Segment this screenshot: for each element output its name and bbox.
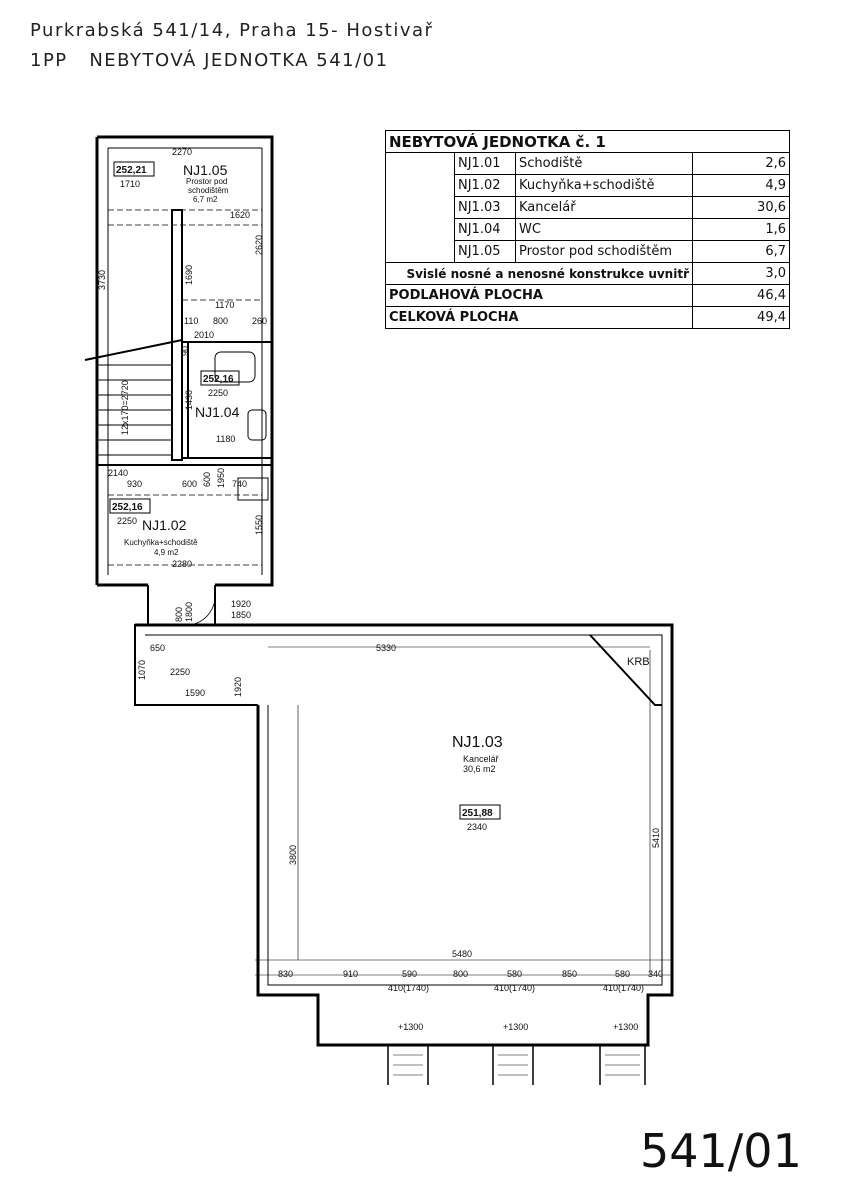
dim-650: 650 xyxy=(150,643,166,653)
room-name-cell: Prostor pod schodištěm xyxy=(516,241,693,263)
dim-600-b: 600 xyxy=(202,471,212,487)
total-area-label: CELKOVÁ PLOCHA xyxy=(386,307,693,329)
room-name-cell: WC xyxy=(516,219,693,241)
dim-2010: 2010 xyxy=(194,330,215,340)
unit-heading: 1PP NEBYTOVÁ JEDNOTKA 541/01 xyxy=(30,50,389,71)
table-row xyxy=(386,219,790,241)
room-name-nj103: Kancelář xyxy=(463,754,499,764)
dim-3800: 3800 xyxy=(288,844,298,865)
dim-90: 90 xyxy=(180,345,190,356)
dim-1430: 1430 xyxy=(184,389,194,410)
constructions-label: Svislé nosné a nenosné konstrukce uvnitř xyxy=(386,263,693,285)
dim-1690: 1690 xyxy=(184,264,194,285)
dim-110: 110 xyxy=(184,316,199,326)
dim-800-b: 800 xyxy=(174,606,184,622)
table-row-total-area xyxy=(386,307,790,329)
area-table xyxy=(385,130,790,329)
dim-1550: 1550 xyxy=(254,514,264,535)
room-name-cell: Kuchyňka+schodiště xyxy=(516,175,693,197)
room-code-cell: NJ1.05 xyxy=(455,241,516,263)
dim-5480: 5480 xyxy=(452,949,473,959)
elev-2: +1300 xyxy=(503,1022,529,1032)
dim-1920-a: 1920 xyxy=(231,599,252,609)
elev-1: +1300 xyxy=(398,1022,424,1032)
level-nj105: 252,21 xyxy=(116,165,147,176)
dim-2250: 2250 xyxy=(170,667,191,677)
dim-5330: 5330 xyxy=(376,643,397,653)
dim-930: 930 xyxy=(127,479,143,489)
room-area-cell: 2,6 xyxy=(693,153,790,175)
dim-b590: 590 xyxy=(402,969,418,979)
dim-2280: 2280 xyxy=(172,559,193,569)
table-row-floor-area xyxy=(386,285,790,307)
room-area-cell: 1,6 xyxy=(693,219,790,241)
table-title: NEBYTOVÁ JEDNOTKA č. 1 xyxy=(386,131,790,153)
height-nj105: 1710 xyxy=(120,179,141,189)
dim-12x170: 12x170=2720 xyxy=(120,380,130,435)
dim-2620: 2620 xyxy=(254,234,264,255)
room-code-cell: NJ1.04 xyxy=(455,219,516,241)
dim-b850: 850 xyxy=(562,969,578,979)
room-code-cell: NJ1.02 xyxy=(455,175,516,197)
dim-1170: 1170 xyxy=(215,300,235,310)
dim-window-1: 410(1740) xyxy=(388,983,430,993)
dim-5410: 5410 xyxy=(651,827,661,848)
dim-b800: 800 xyxy=(453,969,469,979)
floor-area-value: 46,4 xyxy=(693,285,790,307)
total-area-value: 49,4 xyxy=(693,307,790,329)
height-nj102: 2250 xyxy=(117,516,138,526)
dim-b580-b: 580 xyxy=(615,969,631,979)
office-outer-walls xyxy=(135,625,672,1045)
stair-partition xyxy=(172,210,182,460)
dim-260: 260 xyxy=(252,316,268,326)
dim-3730: 3730 xyxy=(97,269,107,290)
room-name-nj105-b: schodištěm xyxy=(188,186,229,195)
dim-600-a: 600 xyxy=(182,479,198,489)
dim-1920-b: 1920 xyxy=(233,676,243,697)
dim-b340: 340 xyxy=(648,969,664,979)
room-name-cell: Kancelář xyxy=(516,197,693,219)
table-row xyxy=(386,153,790,175)
dim-1590: 1590 xyxy=(185,688,206,698)
level-nj103: 251,88 xyxy=(462,808,493,819)
fireplace xyxy=(590,635,662,705)
table-row xyxy=(386,241,790,263)
room-area-cell: 4,9 xyxy=(693,175,790,197)
table-row xyxy=(386,175,790,197)
room-area-cell: 30,6 xyxy=(693,197,790,219)
address-heading: Purkrabská 541/14, Praha 15- Hostivař xyxy=(30,20,434,41)
constructions-area: 3,0 xyxy=(693,263,790,285)
dim-1180: 1180 xyxy=(216,434,236,444)
height-nj103: 2340 xyxy=(467,822,488,832)
office-inner-walls xyxy=(145,635,662,985)
dim-1950: 1950 xyxy=(216,467,226,488)
room-code-nj102: NJ1.02 xyxy=(142,517,187,533)
table-row xyxy=(386,197,790,219)
room-area-cell: 6,7 xyxy=(693,241,790,263)
room-area-nj103: 30,6 m2 xyxy=(463,764,496,774)
dim-b580-a: 580 xyxy=(507,969,523,979)
room-code-nj103: NJ1.03 xyxy=(452,734,503,751)
dim-2270: 2270 xyxy=(172,147,193,157)
room-code-nj105: NJ1.05 xyxy=(183,162,228,178)
unit-number: 541/01 xyxy=(640,1124,802,1178)
elev-3: +1300 xyxy=(613,1022,639,1032)
dim-window-3: 410(1740) xyxy=(603,983,645,993)
level-nj102: 252,16 xyxy=(112,502,143,513)
dim-b830: 830 xyxy=(278,969,294,979)
room-name-nj102: Kuchyňka+schodiště xyxy=(124,538,198,547)
height-nj104: 2250 xyxy=(208,388,229,398)
dim-b910: 910 xyxy=(343,969,359,979)
wc-basin xyxy=(248,410,266,440)
dim-1070: 1070 xyxy=(137,659,147,680)
dim-2140: 2140 xyxy=(108,468,129,478)
room-name-cell: Schodiště xyxy=(516,153,693,175)
room-name-nj105-a: Prostor pod xyxy=(186,177,228,186)
fireplace-label: KRB xyxy=(627,656,650,668)
room-code-cell: NJ1.03 xyxy=(455,197,516,219)
room-code-cell: NJ1.01 xyxy=(455,153,516,175)
dim-1850: 1850 xyxy=(231,610,252,620)
dim-window-2: 410(1740) xyxy=(494,983,536,993)
table-title-row xyxy=(386,131,790,153)
stair-steps xyxy=(85,340,182,455)
table-row-constructions xyxy=(386,263,790,285)
room-area-nj102: 4,9 m2 xyxy=(154,548,179,557)
window-stairs xyxy=(388,1045,645,1085)
room-code-nj104: NJ1.04 xyxy=(195,404,240,420)
dim-740: 740 xyxy=(232,479,248,489)
floor-area-label: PODLAHOVÁ PLOCHA xyxy=(386,285,693,307)
room-area-nj105: 6,7 m2 xyxy=(193,195,218,204)
dim-1800: 1800 xyxy=(184,601,194,622)
dim-800-a: 800 xyxy=(213,316,229,326)
dim-1620: 1620 xyxy=(230,210,251,220)
level-nj104: 252,16 xyxy=(203,374,234,385)
